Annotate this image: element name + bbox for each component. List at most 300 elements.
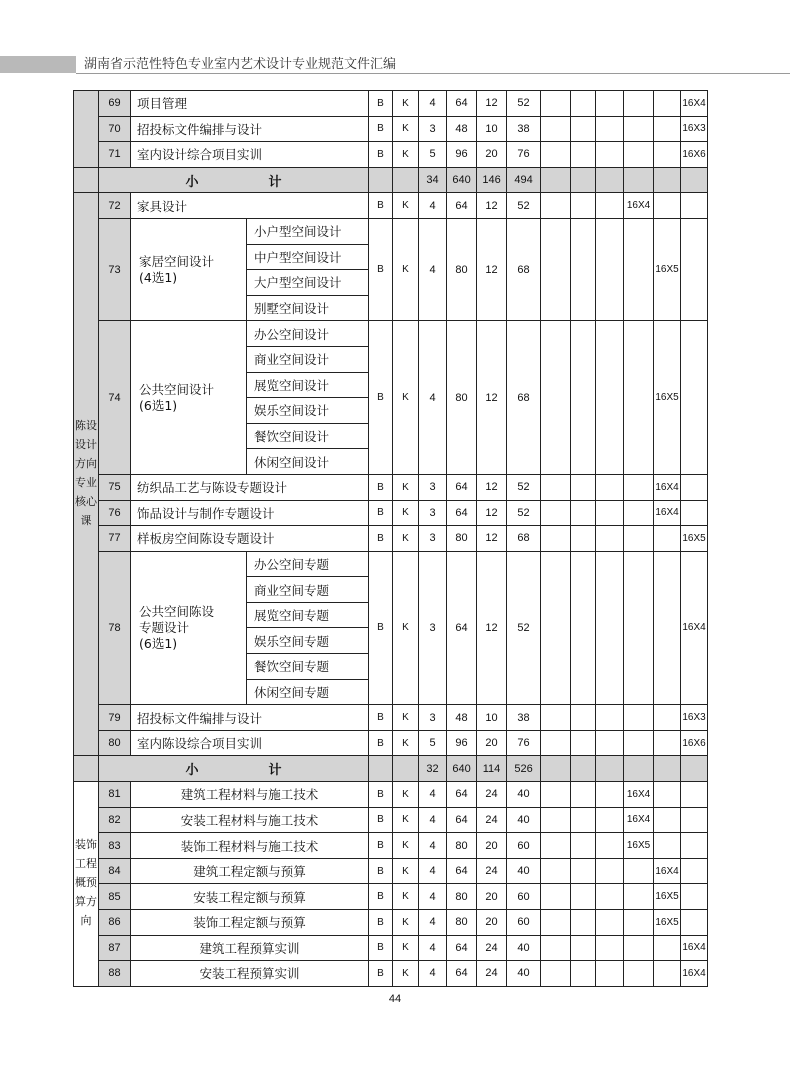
empty-cell: [571, 756, 596, 782]
course-name-cell: 项目管理: [131, 91, 369, 117]
credits-cell: 4: [419, 833, 447, 859]
sub-course-cell: 餐饮空间专题: [247, 654, 369, 680]
table-row: [74, 218, 737, 244]
exam-type-cell: K: [393, 961, 419, 987]
course-type-cell: B: [369, 935, 393, 961]
schedule-cell: 16X4: [681, 935, 708, 961]
subtotal-row: [74, 167, 737, 193]
course-number-cell: 80: [99, 730, 131, 756]
empty-cell: [541, 474, 571, 500]
header-title: 湖南省示范性特色专业室内艺术设计专业规范文件汇编: [84, 57, 397, 72]
hours-total-cell: 96: [447, 142, 477, 168]
hours-practice-cell: 76: [507, 142, 541, 168]
header-rule: [76, 73, 790, 74]
hours-practice-cell: 38: [507, 116, 541, 142]
course-name-cell: 公共空间陈设 专题设计 (6选1): [131, 551, 247, 705]
empty-cell: [571, 935, 596, 961]
empty-cell: [541, 321, 571, 475]
course-number-cell: 88: [99, 961, 131, 987]
empty-cell: [369, 756, 393, 782]
group-label-cell: [74, 91, 99, 168]
hours-total-cell: 80: [447, 526, 477, 552]
course-number-cell: 70: [99, 116, 131, 142]
empty-cell: [571, 167, 596, 193]
credits-cell: 4: [419, 91, 447, 117]
hours-practice-cell: 40: [507, 961, 541, 987]
course-name-cell: 安装工程预算实训: [131, 961, 369, 987]
hours-practice-cell: 40: [507, 807, 541, 833]
schedule-cell: 16X4: [681, 961, 708, 987]
exam-type-cell: K: [393, 193, 419, 219]
hours-theory-cell: 24: [477, 782, 507, 808]
hours-theory-cell: 10: [477, 116, 507, 142]
empty-cell: [596, 551, 624, 705]
empty-cell: [624, 935, 654, 961]
exam-type-cell: K: [393, 858, 419, 884]
empty-cell: [596, 142, 624, 168]
table-row: [74, 833, 737, 859]
sub-course-cell: 展览空间专题: [247, 602, 369, 628]
schedule-cell: 16X5: [654, 910, 681, 936]
empty-cell: [571, 807, 596, 833]
course-type-cell: B: [369, 961, 393, 987]
credits-cell: 4: [419, 193, 447, 219]
empty-cell: [571, 91, 596, 117]
hours-practice-cell: 52: [507, 91, 541, 117]
course-name-cell: 样板房空间陈设专题设计: [131, 526, 369, 552]
empty-cell: [681, 218, 708, 320]
subtotal-row: [74, 756, 737, 782]
hours-practice-cell: 52: [507, 474, 541, 500]
empty-cell: [624, 526, 654, 552]
exam-type-cell: K: [393, 474, 419, 500]
hours-total-cell: 80: [447, 910, 477, 936]
empty-cell: [541, 730, 571, 756]
credits-cell: 3: [419, 705, 447, 731]
hours-total-cell: 64: [447, 500, 477, 526]
hours-theory-cell: 12: [477, 500, 507, 526]
table-row: [74, 782, 737, 808]
empty-cell: [596, 167, 624, 193]
course-type-cell: B: [369, 807, 393, 833]
hours-total-cell: 96: [447, 730, 477, 756]
empty-cell: [624, 321, 654, 475]
schedule-cell: 16X5: [654, 321, 681, 475]
empty-cell: [596, 705, 624, 731]
subtotal-label: [99, 167, 369, 193]
empty-cell: [681, 833, 708, 859]
hours-practice-cell: 60: [507, 910, 541, 936]
empty-cell: [624, 884, 654, 910]
course-name-cell: 安装工程定额与预算: [131, 884, 369, 910]
hours-theory-cell: 10: [477, 705, 507, 731]
empty-cell: [681, 884, 708, 910]
table-row: [74, 116, 737, 142]
table-row: [74, 961, 737, 987]
course-number-cell: 87: [99, 935, 131, 961]
empty-cell: [74, 167, 99, 193]
credits-cell: 4: [419, 935, 447, 961]
empty-cell: [596, 910, 624, 936]
sub-course-cell: 休闲空间专题: [247, 679, 369, 705]
empty-cell: [571, 526, 596, 552]
hours-total-cell: 64: [447, 858, 477, 884]
schedule-cell: 16X4: [654, 474, 681, 500]
table-row: [74, 142, 737, 168]
hours-total-cell: 64: [447, 474, 477, 500]
course-number-cell: 69: [99, 91, 131, 117]
exam-type-cell: K: [393, 730, 419, 756]
hours-total-cell: 64: [447, 91, 477, 117]
exam-type-cell: K: [393, 910, 419, 936]
empty-cell: [596, 526, 624, 552]
subtotal-value-cell: 146: [477, 167, 507, 193]
course-number-cell: 78: [99, 551, 131, 705]
course-number-cell: 74: [99, 321, 131, 475]
empty-cell: [654, 705, 681, 731]
empty-cell: [654, 116, 681, 142]
empty-cell: [541, 218, 571, 320]
hours-theory-cell: 24: [477, 807, 507, 833]
hours-practice-cell: 40: [507, 935, 541, 961]
empty-cell: [596, 500, 624, 526]
empty-cell: [541, 807, 571, 833]
schedule-cell: 16X6: [681, 142, 708, 168]
empty-cell: [624, 167, 654, 193]
hours-total-cell: 64: [447, 961, 477, 987]
empty-cell: [596, 474, 624, 500]
empty-cell: [654, 142, 681, 168]
empty-cell: [541, 935, 571, 961]
table-row: [74, 807, 737, 833]
empty-cell: [624, 756, 654, 782]
sub-course-cell: 展览空间设计: [247, 372, 369, 398]
hours-total-cell: 48: [447, 705, 477, 731]
empty-cell: [681, 756, 708, 782]
empty-cell: [624, 858, 654, 884]
table-body: [74, 91, 737, 987]
empty-cell: [654, 935, 681, 961]
empty-cell: [571, 551, 596, 705]
course-number-cell: 79: [99, 705, 131, 731]
empty-cell: [654, 193, 681, 219]
sub-course-cell: 中户型空间设计: [247, 244, 369, 270]
course-type-cell: B: [369, 321, 393, 475]
empty-cell: [624, 500, 654, 526]
subtotal-value-cell: 34: [419, 167, 447, 193]
hours-theory-cell: 12: [477, 193, 507, 219]
course-type-cell: B: [369, 858, 393, 884]
hours-theory-cell: 12: [477, 474, 507, 500]
hours-total-cell: 64: [447, 935, 477, 961]
hours-theory-cell: 12: [477, 551, 507, 705]
subtotal-label-right: 计: [268, 763, 282, 779]
empty-cell: [654, 756, 681, 782]
sub-course-cell: 娱乐空间专题: [247, 628, 369, 654]
course-name-cell: 家具设计: [131, 193, 369, 219]
empty-cell: [571, 500, 596, 526]
empty-cell: [681, 321, 708, 475]
table-row: [74, 321, 737, 347]
hours-total-cell: 80: [447, 321, 477, 475]
exam-type-cell: K: [393, 705, 419, 731]
empty-cell: [596, 730, 624, 756]
course-type-cell: B: [369, 193, 393, 219]
empty-cell: [681, 910, 708, 936]
empty-cell: [571, 218, 596, 320]
empty-cell: [571, 321, 596, 475]
empty-cell: [596, 884, 624, 910]
empty-cell: [541, 705, 571, 731]
credits-cell: 4: [419, 321, 447, 475]
empty-cell: [596, 807, 624, 833]
table-row: [74, 551, 737, 577]
hours-total-cell: 64: [447, 551, 477, 705]
table-row: [74, 193, 737, 219]
empty-cell: [681, 500, 708, 526]
hours-practice-cell: 76: [507, 730, 541, 756]
table-row: [74, 91, 737, 117]
empty-cell: [624, 91, 654, 117]
empty-cell: [541, 193, 571, 219]
hours-theory-cell: 12: [477, 526, 507, 552]
exam-type-cell: K: [393, 935, 419, 961]
empty-cell: [541, 142, 571, 168]
subtotal-label-left: 小: [185, 174, 199, 190]
sub-course-cell: 办公空间专题: [247, 551, 369, 577]
hours-practice-cell: 52: [507, 193, 541, 219]
hours-practice-cell: 68: [507, 218, 541, 320]
exam-type-cell: K: [393, 807, 419, 833]
course-type-cell: B: [369, 116, 393, 142]
empty-cell: [624, 705, 654, 731]
schedule-cell: 16X5: [654, 218, 681, 320]
schedule-cell: 16X4: [624, 782, 654, 808]
empty-cell: [541, 551, 571, 705]
empty-cell: [571, 782, 596, 808]
course-type-cell: B: [369, 730, 393, 756]
hours-total-cell: 64: [447, 782, 477, 808]
hours-theory-cell: 20: [477, 833, 507, 859]
credits-cell: 4: [419, 782, 447, 808]
course-name-cell: 招投标文件编排与设计: [131, 116, 369, 142]
empty-cell: [624, 910, 654, 936]
empty-cell: [571, 142, 596, 168]
sub-course-cell: 娱乐空间设计: [247, 398, 369, 424]
empty-cell: [541, 116, 571, 142]
empty-cell: [571, 705, 596, 731]
course-name-cell: 建筑工程材料与施工技术: [131, 782, 369, 808]
hours-practice-cell: 68: [507, 321, 541, 475]
hours-theory-cell: 12: [477, 218, 507, 320]
subtotal-value-cell: 114: [477, 756, 507, 782]
course-number-cell: 76: [99, 500, 131, 526]
sub-course-cell: 别墅空间设计: [247, 295, 369, 321]
credits-cell: 4: [419, 807, 447, 833]
course-name-cell: 公共空间设计 (6选1): [131, 321, 247, 475]
empty-cell: [624, 474, 654, 500]
course-number-cell: 85: [99, 884, 131, 910]
empty-cell: [681, 474, 708, 500]
empty-cell: [596, 193, 624, 219]
subtotal-value-cell: 32: [419, 756, 447, 782]
empty-cell: [624, 730, 654, 756]
hours-theory-cell: 20: [477, 884, 507, 910]
empty-cell: [681, 782, 708, 808]
schedule-cell: 16X4: [681, 91, 708, 117]
empty-cell: [596, 858, 624, 884]
empty-cell: [596, 935, 624, 961]
empty-cell: [596, 833, 624, 859]
hours-theory-cell: 20: [477, 910, 507, 936]
course-number-cell: 81: [99, 782, 131, 808]
course-type-cell: B: [369, 551, 393, 705]
empty-cell: [541, 833, 571, 859]
empty-cell: [541, 756, 571, 782]
course-type-cell: B: [369, 142, 393, 168]
empty-cell: [654, 91, 681, 117]
hours-practice-cell: 38: [507, 705, 541, 731]
exam-type-cell: K: [393, 116, 419, 142]
empty-cell: [541, 961, 571, 987]
group-label-cell: 装饰工程概预算方向: [74, 782, 99, 987]
empty-cell: [624, 218, 654, 320]
table-row: [74, 474, 737, 500]
subtotal-value-cell: 526: [507, 756, 541, 782]
exam-type-cell: K: [393, 551, 419, 705]
course-number-cell: 73: [99, 218, 131, 320]
hours-theory-cell: 20: [477, 730, 507, 756]
empty-cell: [541, 526, 571, 552]
hours-theory-cell: 12: [477, 91, 507, 117]
empty-cell: [681, 193, 708, 219]
empty-cell: [571, 910, 596, 936]
empty-cell: [74, 756, 99, 782]
hours-practice-cell: 40: [507, 858, 541, 884]
exam-type-cell: K: [393, 91, 419, 117]
hours-theory-cell: 12: [477, 321, 507, 475]
course-type-cell: B: [369, 910, 393, 936]
credits-cell: 4: [419, 218, 447, 320]
exam-type-cell: K: [393, 142, 419, 168]
subtotal-label-right: 计: [268, 174, 282, 190]
group-label-cell: 陈设设计方向专业核心课: [74, 193, 99, 756]
empty-cell: [596, 321, 624, 475]
course-number-cell: 82: [99, 807, 131, 833]
credits-cell: 4: [419, 910, 447, 936]
course-name-cell: 装饰工程定额与预算: [131, 910, 369, 936]
exam-type-cell: K: [393, 218, 419, 320]
empty-cell: [393, 756, 419, 782]
schedule-cell: 16X4: [654, 500, 681, 526]
subtotal-label: [99, 756, 369, 782]
credits-cell: 3: [419, 116, 447, 142]
empty-cell: [596, 782, 624, 808]
exam-type-cell: K: [393, 782, 419, 808]
table-row: [74, 500, 737, 526]
empty-cell: [624, 551, 654, 705]
empty-cell: [541, 500, 571, 526]
empty-cell: [654, 730, 681, 756]
course-name-cell: 安装工程材料与施工技术: [131, 807, 369, 833]
course-number-cell: 71: [99, 142, 131, 168]
credits-cell: 3: [419, 474, 447, 500]
empty-cell: [571, 961, 596, 987]
course-name-cell: 建筑工程定额与预算: [131, 858, 369, 884]
empty-cell: [654, 782, 681, 808]
empty-cell: [596, 116, 624, 142]
page-number: 44: [388, 993, 402, 1005]
course-type-cell: B: [369, 91, 393, 117]
hours-practice-cell: 40: [507, 782, 541, 808]
empty-cell: [541, 91, 571, 117]
hours-theory-cell: 24: [477, 935, 507, 961]
schedule-cell: 16X4: [624, 193, 654, 219]
subtotal-value-cell: 494: [507, 167, 541, 193]
empty-cell: [596, 91, 624, 117]
schedule-cell: 16X5: [654, 884, 681, 910]
empty-cell: [541, 910, 571, 936]
subtotal-value-cell: 640: [447, 756, 477, 782]
course-number-cell: 75: [99, 474, 131, 500]
empty-cell: [571, 116, 596, 142]
empty-cell: [369, 167, 393, 193]
hours-total-cell: 80: [447, 833, 477, 859]
course-name-cell: 装饰工程材料与施工技术: [131, 833, 369, 859]
sub-course-cell: 餐饮空间设计: [247, 423, 369, 449]
credits-cell: 5: [419, 730, 447, 756]
empty-cell: [654, 833, 681, 859]
course-name-cell: 饰品设计与制作专题设计: [131, 500, 369, 526]
empty-cell: [624, 142, 654, 168]
empty-cell: [571, 730, 596, 756]
course-number-cell: 77: [99, 526, 131, 552]
course-number-cell: 72: [99, 193, 131, 219]
empty-cell: [571, 833, 596, 859]
empty-cell: [571, 193, 596, 219]
course-type-cell: B: [369, 526, 393, 552]
header-bar: [0, 56, 76, 73]
course-type-cell: B: [369, 782, 393, 808]
schedule-cell: 16X4: [681, 551, 708, 705]
empty-cell: [681, 858, 708, 884]
empty-cell: [541, 167, 571, 193]
hours-theory-cell: 24: [477, 858, 507, 884]
course-type-cell: B: [369, 833, 393, 859]
course-number-cell: 83: [99, 833, 131, 859]
table-row: [74, 884, 737, 910]
exam-type-cell: K: [393, 500, 419, 526]
exam-type-cell: K: [393, 321, 419, 475]
hours-total-cell: 48: [447, 116, 477, 142]
empty-cell: [571, 474, 596, 500]
empty-cell: [596, 756, 624, 782]
empty-cell: [681, 167, 708, 193]
hours-total-cell: 80: [447, 218, 477, 320]
credits-cell: 3: [419, 500, 447, 526]
sub-course-cell: 大户型空间设计: [247, 270, 369, 296]
credits-cell: 3: [419, 551, 447, 705]
schedule-cell: 16X3: [681, 116, 708, 142]
hours-theory-cell: 20: [477, 142, 507, 168]
empty-cell: [393, 167, 419, 193]
empty-cell: [541, 884, 571, 910]
exam-type-cell: K: [393, 884, 419, 910]
course-number-cell: 86: [99, 910, 131, 936]
empty-cell: [541, 858, 571, 884]
empty-cell: [596, 218, 624, 320]
hours-total-cell: 80: [447, 884, 477, 910]
